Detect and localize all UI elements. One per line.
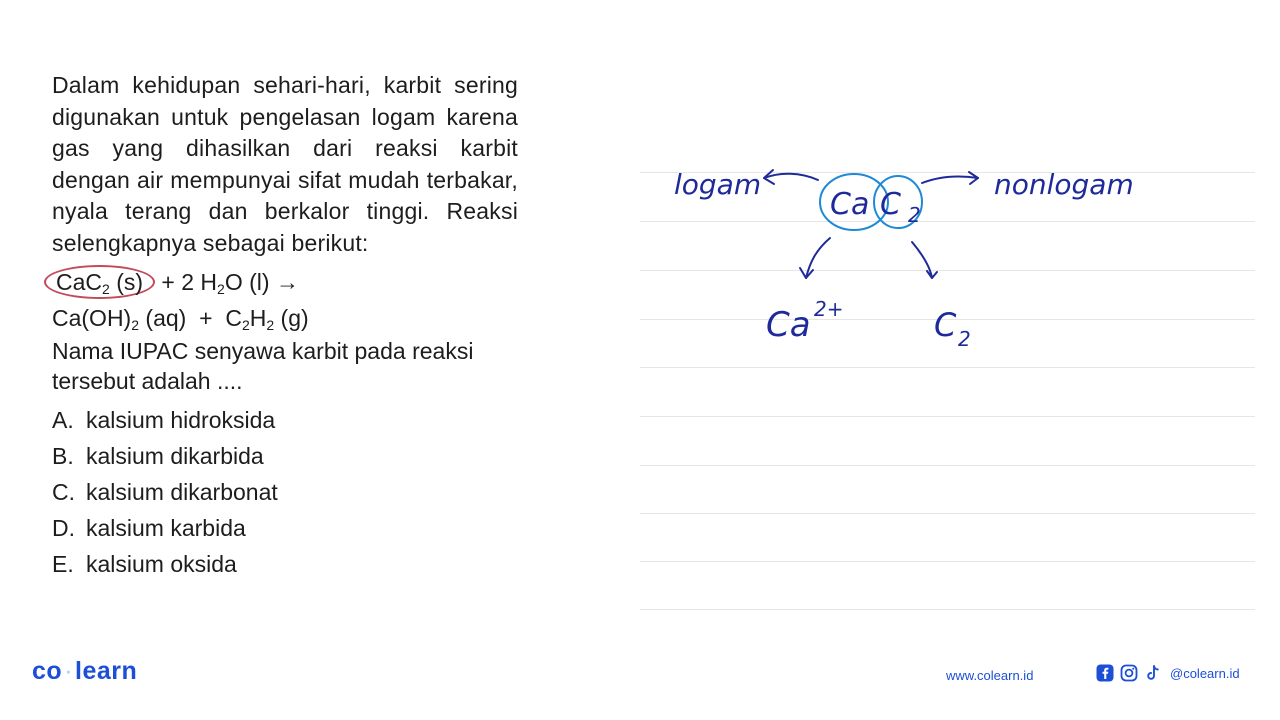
colearn-logo[interactable]: co·learn [32,657,138,685]
compound-sub: 2 [908,203,921,227]
arrow-to-logam [764,174,818,180]
question-prompt: Nama IUPAC senyawa karbit pada reaksi tersebut adalah .... [52,338,474,394]
arrow-to-ca-ion [806,238,830,278]
label-nonlogam: nonlogam [994,168,1134,201]
tiktok-icon[interactable] [1144,664,1162,682]
equation-line-2: $Ca(OH)_2$ $(aq) + C_2H_2$ (g) [52,305,309,333]
option-e[interactable]: E. kalsium oksida [52,551,237,577]
website-url[interactable]: www.colearn.id [946,668,1034,683]
compound-ca: Ca [830,187,870,222]
question-paragraph: Dalam kehidupan sehari-hari, karbit sering digunakan untuk pengelasan logam karena gas yang dihasilkan dari reaksi karbit dengan air mempunyai sifat mudah terbakar, nyala terang dan berkalor tinggi. Reaksi selengkapnya sebagai berikut: [52,72,518,256]
label-logam: logam [674,168,762,201]
option-c[interactable]: C. kalsium dikarbonat [52,479,278,505]
answer-options [52,402,518,582]
ion-c-sub: 2 [958,327,971,351]
option-d[interactable]: D. kalsium karbida [52,515,246,541]
reaction-equation [52,264,518,336]
handwritten-annotation [640,150,1160,360]
footer [0,650,1280,690]
option-b[interactable]: B. kalsium dikarbida [52,443,264,469]
circled-cac2: CaC$_2$ (s) [44,265,155,299]
arrow-to-nonlogam [922,176,978,183]
facebook-icon[interactable] [1096,664,1114,682]
option-a[interactable]: A. kalsium hidroksida [52,407,276,433]
compound-c: C [880,187,901,222]
social-links [1096,664,1240,682]
ion-ca-charge: 2+ [814,297,844,321]
ion-ca: Ca [766,305,811,345]
social-handle[interactable]: @colearn.id [1170,665,1240,681]
question-block [52,70,518,582]
equation-line-1: CaC$_2$ (s) + 2 $H_2O$ (l) → [52,264,518,300]
instagram-icon[interactable] [1120,664,1138,682]
ion-c: C [934,306,957,344]
